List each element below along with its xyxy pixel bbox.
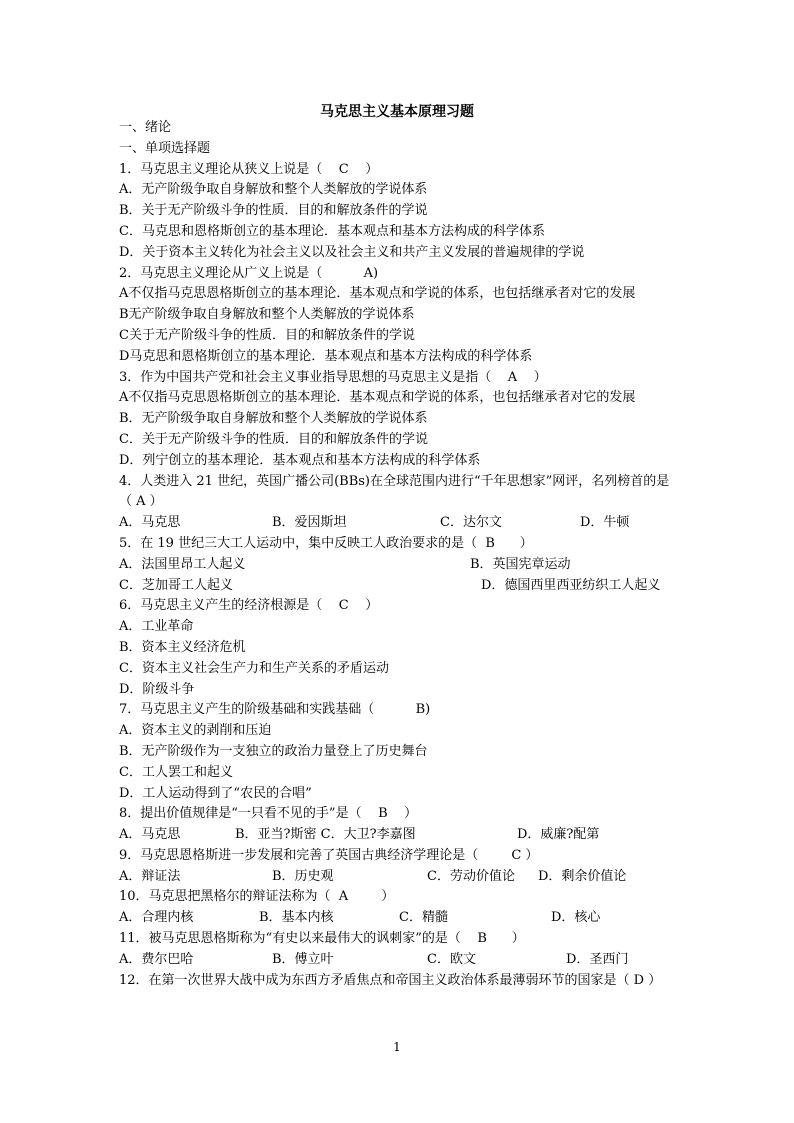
option: A．合理内核 — [119, 910, 194, 926]
option-line: D．工人运动得到了“农民的合唱” — [119, 785, 312, 801]
question-2: 2．马克思主义理论从广义上说是（ A) — [119, 265, 379, 281]
page-number: 1 — [393, 1040, 401, 1054]
option-line: D．列宁创立的基本理论．基本观点和基本方法构成的科学体系 — [119, 452, 481, 468]
option-line: D．关于资本主义转化为社会主义以及社会主义和共产主义发展的普遍规律的学说 — [119, 244, 585, 260]
option-row — [119, 555, 679, 576]
option: C．劳动价值论 — [427, 868, 515, 884]
option: D．圣西门 — [566, 951, 629, 967]
option-line: D．阶级斗争 — [119, 681, 195, 697]
option: C．欧文 — [427, 951, 476, 967]
option-row — [119, 867, 679, 888]
option-line: B．无产阶级争取自身解放和整个人类解放的学说体系 — [119, 411, 428, 427]
option: A．辩证法 — [119, 868, 181, 884]
question-11: 11．被马克思恩格斯称为“有史以来最伟大的讽刺家”的是（ B ） — [119, 931, 525, 947]
option: B．基本内核 — [259, 910, 334, 926]
question-10: 10．马克思把黑格尔的辩证法称为（ A ） — [119, 889, 395, 905]
question-1: 1．马克思主义理论从狭义上说是（ C ） — [119, 161, 379, 177]
option: B．历史观 — [272, 868, 334, 884]
option: D．牛顿 — [580, 515, 630, 531]
option: B．傅立叶 — [272, 951, 334, 967]
section-subheading: 一、单项选择题 — [119, 140, 211, 156]
question-7: 7．马克思主义产生的阶级基础和实践基础（ B) — [119, 702, 431, 718]
option-row — [119, 576, 679, 597]
option-line: B．无产阶级作为一支独立的政治力量登上了历史舞台 — [119, 743, 428, 759]
option-row — [119, 825, 679, 846]
option: A．法国里昂工人起义 — [119, 556, 246, 572]
question-6: 6．马克思主义产生的经济根源是（ C ） — [119, 598, 379, 614]
question-5: 5．在 19 世纪三大工人运动中，集中反映工人政治要求的是（ B ） — [119, 535, 533, 551]
section-heading: 一、绪论 — [119, 120, 172, 135]
option-line: C．马克思和恩格斯创立的基本理论．基本观点和基本方法构成的科学体系 — [119, 223, 545, 239]
option-line: B．资本主义经济危机 — [119, 639, 246, 655]
question-9: 9．马克思恩格斯进一步发展和完善了英国古典经济学理论是（ C ） — [119, 847, 539, 863]
question-4: 4．人类进入 21 世纪，英国广播公司(BBs)在全球范围内进行“千年思想家”网评，名列榜首的是（ A ） — [119, 473, 670, 510]
question-3: 3．作为中国共产党和社会主义事业指导思想的马克思主义是指（ A ） — [119, 369, 547, 385]
option-line: A不仅指马克思恩格斯创立的基本理论．基本观点和学说的体系，也包括继承者对它的发展 — [119, 286, 636, 302]
option: B．英国宪章运动 — [470, 556, 571, 572]
option: C．精髓 — [399, 910, 448, 926]
option: B．亚当?斯密 C．大卫?李嘉图 — [235, 827, 416, 843]
option: D．德国西里西亚纺织工人起义 — [481, 577, 661, 593]
option-row — [119, 908, 679, 929]
option-line: C．资本主义社会生产力和生产关系的矛盾运动 — [119, 660, 389, 676]
question-8: 8．提出价值规律是“一只看不见的手”是（ B ） — [119, 806, 418, 822]
option-line: A．无产阶级争取自身解放和整个人类解放的学说体系 — [119, 182, 428, 198]
option-line: A．资本主义的剥削和压迫 — [119, 723, 272, 739]
option-line: A不仅指马克思恩格斯创立的基本理论．基本观点和学说的体系，也包括继承者对它的发展 — [119, 390, 636, 406]
option: C．达尔文 — [440, 515, 502, 531]
option: B．爱因斯坦 — [272, 515, 347, 531]
option: D．剩余价值论 — [538, 868, 627, 884]
option-row — [119, 513, 679, 534]
question-12: 12．在第一次世界大战中成为东西方矛盾焦点和帝国主义政治体系最薄弱环节的国家是（ D ） — [119, 972, 662, 988]
option: A．马克思 — [119, 827, 181, 843]
option-row — [119, 950, 679, 971]
document-body — [119, 118, 679, 991]
page-title: 马克思主义基本原理习题 — [320, 104, 474, 120]
option-line: B．关于无产阶级斗争的性质．目的和解放条件的学说 — [119, 203, 428, 219]
option: D．威廉?配第 — [517, 827, 600, 843]
option-line: C．关于无产阶级斗争的性质．目的和解放条件的学说 — [119, 431, 428, 447]
option-line: C关于无产阶级斗争的性质．目的和解放条件的学说 — [119, 327, 415, 343]
option: C．芝加哥工人起义 — [119, 577, 233, 593]
option-line: D马克思和恩格斯创立的基本理论．基本观点和基本方法构成的科学体系 — [119, 348, 533, 364]
option-line: C．工人罢工和起义 — [119, 764, 233, 780]
option: A．马克思 — [119, 515, 181, 531]
option: D．核心 — [551, 910, 601, 926]
option-line: B无产阶级争取自身解放和整个人类解放的学说体系 — [119, 307, 415, 323]
option-line: A．工业革命 — [119, 619, 194, 635]
option: A．费尔巴哈 — [119, 951, 194, 967]
